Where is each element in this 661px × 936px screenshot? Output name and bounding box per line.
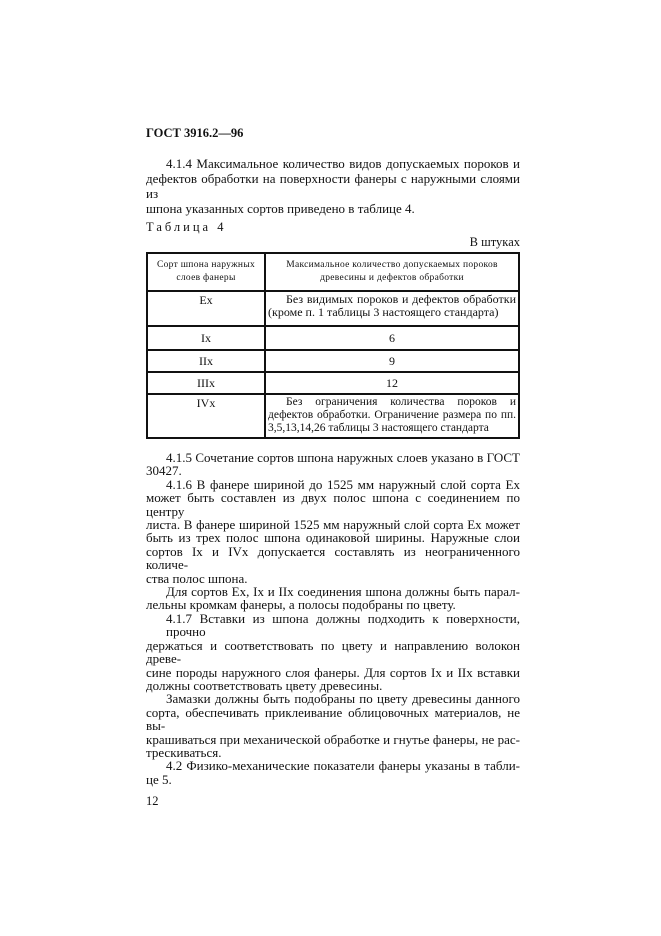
body-text [146, 451, 520, 786]
text-line: шпона указанных сортов приведено в таблице 4. [146, 201, 415, 216]
text-line: крашиваться при механической обработке и гнутье фанеры, не рас- [146, 731, 520, 747]
value-cell: 12 [265, 372, 519, 394]
text-line: листа. В фанере шириной 1525 мм наружный слой сорта Ex может [146, 517, 520, 533]
table-4 [146, 252, 520, 439]
table-row [147, 394, 519, 438]
text-line: держаться и соответствовать по цвету и направлению волокон древе- [146, 637, 520, 667]
text-line: должны соответствовать цвету древесины. [146, 677, 383, 693]
text-line: 4.1.5 Сочетание сортов шпона наружных слоев указано в ГОСТ [166, 450, 520, 465]
table-header-row [147, 253, 519, 291]
grade-cell: Ix [147, 326, 265, 350]
table-row [147, 372, 519, 394]
column-header: Сорт шпона наружных слоев фанеры [147, 253, 265, 291]
column-header: Максимальное количество допускаемых пороков древесины и дефектов обработки [265, 253, 519, 291]
text-line: 30427. [146, 463, 182, 479]
value-cell: Без ограничения количества пороков и дефектов обработки. Ограничение размера по пп. 3,5,13,14,26 таблицы 3 настоящего стандарта [265, 394, 519, 438]
text-line: ства полос шпона. [146, 570, 248, 586]
grade-cell: IIIx [147, 372, 265, 394]
table-row [147, 326, 519, 350]
text-line: лельны кромкам фанеры, а полосы подобраны по цвету. [146, 597, 456, 613]
paragraph-4-1-4 [146, 156, 520, 216]
text-line: сорта, обеспечивать приклеивание облицовочных материалов, не вы- [146, 704, 520, 734]
page-number: 12 [146, 794, 159, 809]
value-cell: Без видимых пороков и дефектов обработки (кроме п. 1 таблицы 3 настоящего стандарта) [265, 291, 519, 326]
table-caption: Таблица 4 [146, 220, 227, 234]
text-line: дефектов обработки на поверхности фанеры с наружными слоями из [146, 171, 520, 201]
table-row [147, 350, 519, 372]
value-cell: 6 [265, 326, 519, 350]
text-line: может быть составлен из двух полос шпона с соединением по центру [146, 490, 520, 519]
grade-cell: Ex [147, 291, 265, 326]
table-row [147, 291, 519, 326]
text-line: 4.2 Физико-механические показатели фанеры указаны в табли- [166, 758, 520, 774]
text-line: сортов Ix и IVx допускается составлять из неограниченного количе- [146, 543, 520, 573]
text-line: трескиваться. [146, 744, 222, 760]
table-units: В штуках [469, 235, 520, 249]
text-line: 4.1.4 Максимальное количество видов допускаемых пороков и [166, 156, 520, 171]
text-line: быть из трех полос шпона одинаковой ширины. Наружные слои [146, 530, 520, 546]
text-line: 4.1.7 Вставки из шпона должны подходить к поверхности, прочно [166, 610, 520, 640]
text-line: це 5. [146, 771, 172, 787]
value-cell: 9 [265, 350, 519, 372]
text-line: сине породы наружного слоя фанеры. Для сортов Ix и IIx вставки [146, 664, 520, 680]
page-column [146, 126, 520, 809]
text-line: Замазки должны быть подобраны по цвету древесины данного [166, 691, 520, 707]
document-header: ГОСТ 3916.2—96 [146, 126, 244, 140]
grade-cell: IVx [147, 394, 265, 438]
text-line: 4.1.6 В фанере шириной до 1525 мм наружный слой сорта Ex [166, 476, 520, 492]
grade-cell: IIx [147, 350, 265, 372]
text-line: Для сортов Ex, Ix и IIx соединения шпона должны быть парал- [166, 584, 520, 600]
